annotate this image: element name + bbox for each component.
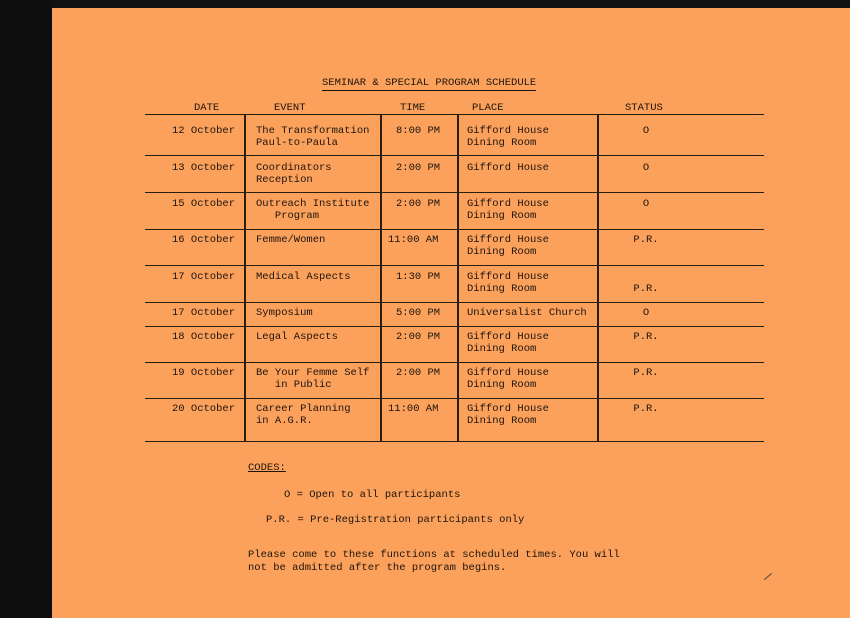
header-date: DATE	[194, 102, 220, 114]
cell-place-line2: Dining Room	[467, 415, 537, 427]
cell-time: 2:00 PM	[396, 331, 441, 343]
cell-place-line2: Dining Room	[467, 246, 537, 258]
cell-event-line2: Paul-to-Paula	[256, 137, 338, 149]
cell-time: 11:00 AM	[388, 403, 439, 415]
column-divider	[244, 114, 246, 442]
cell-date: 13 October	[172, 162, 236, 174]
cell-time: 5:00 PM	[396, 307, 441, 319]
table-rule	[145, 326, 764, 327]
cell-event: Career Planning	[256, 403, 351, 415]
cell-place: Gifford House	[467, 271, 549, 283]
cell-place: Gifford House	[467, 162, 549, 174]
table-rule	[145, 362, 764, 363]
cell-status: P.R.	[633, 283, 659, 295]
cell-date: 15 October	[172, 198, 236, 210]
cell-event-line2: Program	[256, 210, 320, 222]
cell-place: Gifford House	[467, 234, 549, 246]
table-rule	[145, 229, 764, 230]
table-rule	[145, 265, 764, 266]
cell-event: Symposium	[256, 307, 313, 319]
cell-status: P.R.	[633, 367, 659, 379]
cell-event-line2: in Public	[256, 379, 332, 391]
cell-date: 17 October	[172, 271, 236, 283]
column-divider	[597, 114, 599, 442]
cell-time: 11:00 AM	[388, 234, 439, 246]
cell-place-line2: Dining Room	[467, 379, 537, 391]
cell-date: 20 October	[172, 403, 236, 415]
cell-event-line2: in A.G.R.	[256, 415, 313, 427]
cell-date: 12 October	[172, 125, 236, 137]
footer-note-line1: Please come to these functions at scheduled times. You will	[248, 549, 620, 561]
header-place: PLACE	[472, 102, 504, 114]
cell-time: 8:00 PM	[396, 125, 441, 137]
code-prereg: P.R. = Pre-Registration participants only	[266, 514, 525, 526]
cell-date: 18 October	[172, 331, 236, 343]
cell-event: Outreach Institute	[256, 198, 370, 210]
document-title: SEMINAR & SPECIAL PROGRAM SCHEDULE	[322, 77, 537, 89]
cell-place: Gifford House	[467, 198, 549, 210]
cell-place: Gifford House	[467, 367, 549, 379]
table-rule	[145, 302, 764, 303]
cell-event: Femme/Women	[256, 234, 326, 246]
table-rule	[145, 114, 764, 115]
cell-place: Gifford House	[467, 125, 549, 137]
cell-status: O	[642, 162, 650, 174]
cell-status: O	[642, 125, 650, 137]
header-status: STATUS	[625, 102, 663, 114]
cell-event-line2: Reception	[256, 174, 313, 186]
cell-event: Legal Aspects	[256, 331, 338, 343]
cell-date: 19 October	[172, 367, 236, 379]
cell-time: 2:00 PM	[396, 367, 441, 379]
column-divider	[457, 114, 459, 442]
cell-date: 16 October	[172, 234, 236, 246]
cell-status: P.R.	[633, 234, 659, 246]
code-open: O = Open to all participants	[284, 489, 461, 501]
cell-place-line2: Dining Room	[467, 137, 537, 149]
column-divider	[380, 114, 382, 442]
cell-place: Universalist Church	[467, 307, 587, 319]
cell-event: The Transformation	[256, 125, 370, 137]
table-rule	[145, 398, 764, 399]
cell-time: 2:00 PM	[396, 198, 441, 210]
cell-event: Coordinators	[256, 162, 332, 174]
cell-event: Be Your Femme Self	[256, 367, 370, 379]
cell-date: 17 October	[172, 307, 236, 319]
table-rule	[145, 441, 764, 442]
codes-heading: CODES:	[248, 462, 286, 474]
cell-place: Gifford House	[467, 403, 549, 415]
cell-place-line2: Dining Room	[467, 343, 537, 355]
footer-note-line2: not be admitted after the program begins.	[248, 562, 507, 574]
table-rule	[145, 192, 764, 193]
cell-status: O	[642, 307, 650, 319]
cell-event: Medical Aspects	[256, 271, 351, 283]
cell-place-line2: Dining Room	[467, 210, 537, 222]
cell-status: P.R.	[633, 331, 659, 343]
header-event: EVENT	[274, 102, 306, 114]
cell-place-line2: Dining Room	[467, 283, 537, 295]
cell-status: P.R.	[633, 403, 659, 415]
cell-place: Gifford House	[467, 331, 549, 343]
header-time: TIME	[400, 102, 426, 114]
scan-border	[0, 0, 52, 618]
cell-time: 1:30 PM	[396, 271, 441, 283]
table-rule	[145, 155, 764, 156]
cell-status: O	[642, 198, 650, 210]
cell-time: 2:00 PM	[396, 162, 441, 174]
